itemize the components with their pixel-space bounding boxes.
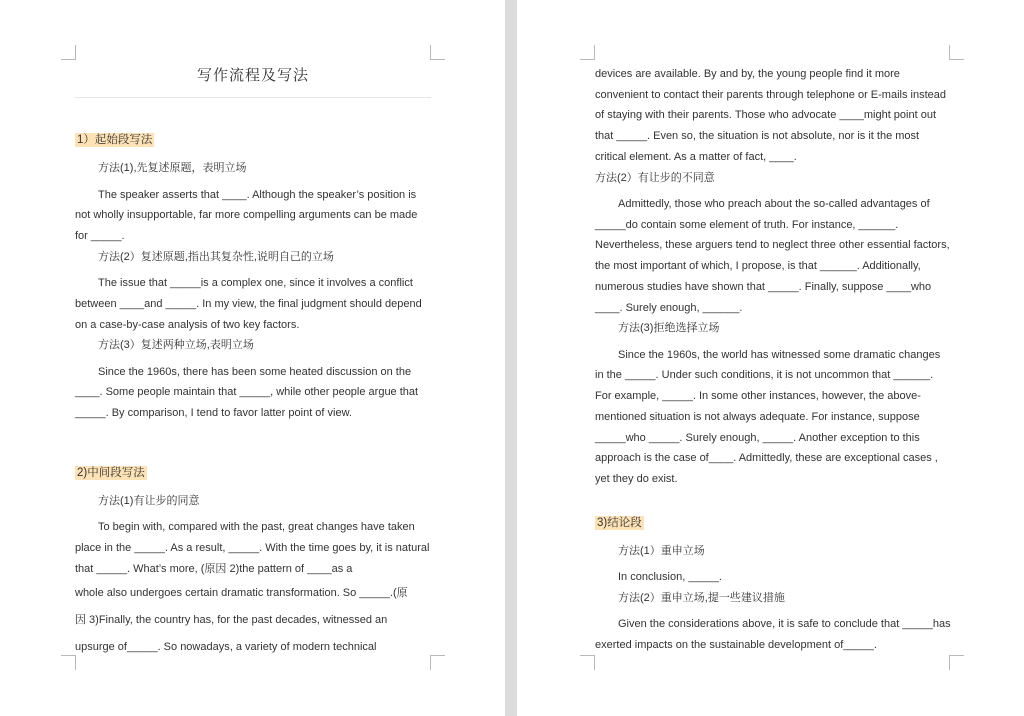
page-gutter (505, 0, 517, 716)
page-corner-mark (580, 45, 595, 60)
method-label: 方法(2）复述原题,指出其复杂性,说明自己的立场 (98, 250, 334, 263)
page-corner-mark (430, 655, 445, 670)
paragraph: In conclusion, _____. (618, 571, 722, 584)
document-title: 写作流程及写法 (75, 64, 431, 98)
heading-highlight: 1）起始段写法 (77, 134, 153, 146)
page-corner-mark (580, 655, 595, 670)
method-label: 方法(2）有让步的不同意 (595, 171, 715, 184)
heading-highlight: 3)结论段 (597, 516, 642, 529)
paragraph: To begin with, compared with the past, great changes have taken place in the _____. As a result, _____. With the time goes by, it is natural that _____. What’s more, (原因 2)the pattern of ____as a (75, 521, 430, 575)
method-label: 方法(1)有让步的同意 (98, 494, 200, 507)
paragraph-continuation: devices are available. By and by, the young people find it more convenient to contact their parents through telephone or E-mails instead of staying with their parents. Those who advocate ____might point out that _____. Even so, the situation is not absolute, nor is it the most critical element. As a matter of fact, ____. (595, 68, 946, 163)
section-heading-body (75, 462, 431, 483)
page-corner-mark (949, 45, 964, 60)
method-label: 方法(1）重申立场 (618, 544, 705, 557)
document-page-right (517, 0, 1024, 716)
section-heading-opening (75, 129, 431, 150)
page-corner-mark (61, 655, 76, 670)
paragraph-line: whole also undergoes certain dramatic transformation. So _____.(原 (75, 587, 408, 600)
page-corner-mark (61, 45, 76, 60)
heading-highlight: 2)中间段写法 (77, 466, 145, 479)
method-label: 方法(2）重申立场,提一些建议措施 (618, 591, 785, 604)
page-corner-mark (430, 45, 445, 60)
page-corner-mark (949, 655, 964, 670)
paragraph: Since the 1960s, the world has witnessed some dramatic changes in the _____. Under such conditions, it is not uncommon that ______. For example, _____. In some other instances, however, the above-mentioned situation is not always adequate. For instance, suppose _____who _____. Surely enough, _____. Another exception to this approach is the case of____. Admittedly, these are exceptional cases , yet they do exist. (595, 348, 941, 485)
section-heading-conclusion (595, 512, 951, 533)
paragraph: The issue that _____is a complex one, since it involves a conflict between ____and _____. In my view, the final judgment should depend on a case-by-case analysis of two key factors. (75, 277, 422, 331)
paragraph-line: 因 3)Finally, the country has, for the past decades, witnessed an (75, 614, 388, 627)
right-page-content (595, 64, 951, 656)
document-page-left (0, 0, 505, 716)
paragraph: Since the 1960s, there has been some heated discussion on the ____. Some people maintain that _____, while other people argue that _____. By comparison, I tend to favor latter point of view. (75, 365, 419, 420)
method-label: 方法(1),先复述原题，表明立场 (98, 162, 247, 174)
method-label: 方法(3)拒绝选择立场 (618, 322, 720, 335)
paragraph: Given the considerations above, it is safe to conclude that _____has exerted impacts on the sustainable development of_____. (595, 618, 951, 652)
left-page-content (75, 64, 431, 658)
method-label: 方法(3）复述两种立场,表明立场 (98, 339, 254, 352)
paragraph: The speaker asserts that ____. Although the speaker’s position is not wholly insupportable, far more compelling arguments can be made for _____. (75, 188, 418, 242)
paragraph-line: upsurge of_____. So nowadays, a variety of modern technical (75, 640, 377, 653)
paragraph: Admittedly, those who preach about the so-called advantages of _____do contain some element of truth. For instance, ______. Nevertheless, these arguers tend to neglect three other essential factors, the most important of which, I propose, is that ______. Additionally, numerous studies have shown that _____. Finally, suppose ____who ____. Surely enough, ______. (595, 198, 950, 314)
